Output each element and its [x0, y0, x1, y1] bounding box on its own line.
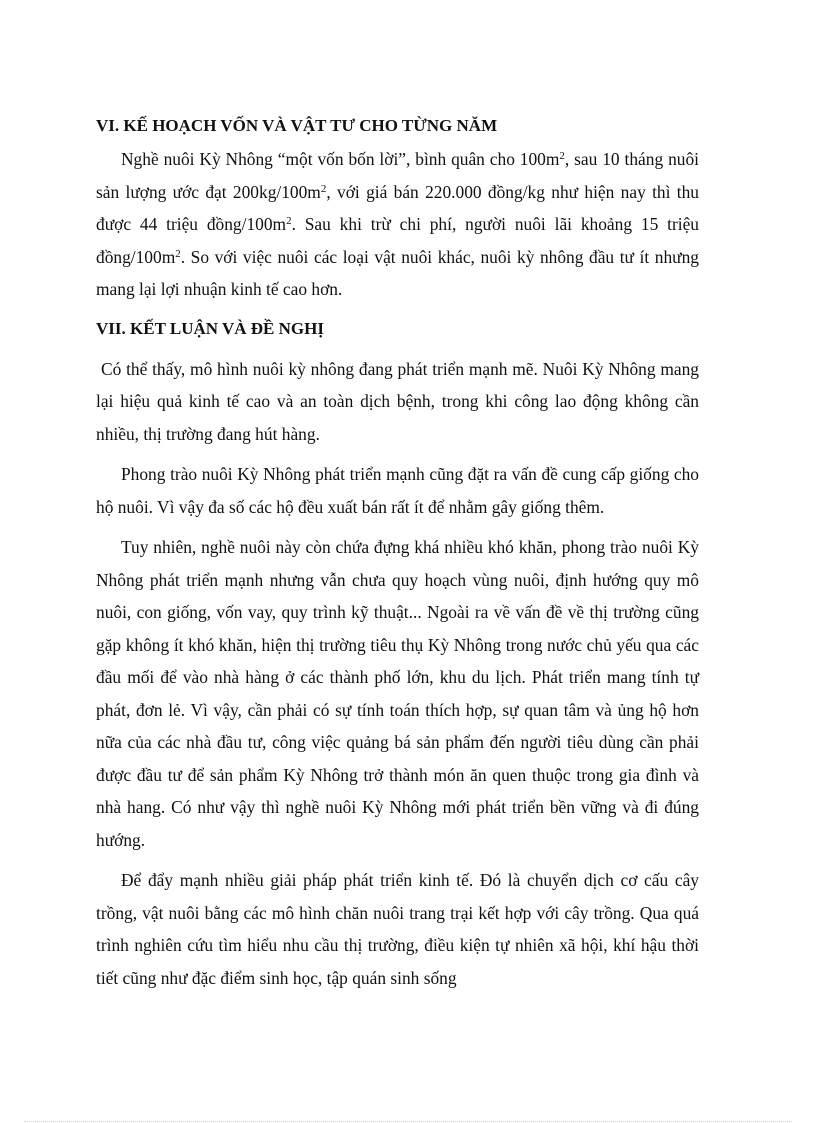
section-6-paragraph: Nghề nuôi Kỳ Nhông “một vốn bốn lời”, bình quân cho $100m^2$, sau 10 tháng nuôi sản lượng ước đạt $200kg/100m^2$, với giá bán 220.000 đồng/kg như hiện nay thì thu được 44 triệu đồng/$100m^2$. Sau khi trừ chi phí, người nuôi lãi khoảng 15 triệu đồng/$100m^2$. So với việc nuôi các loại vật nuôi khác, nuôi kỳ nhông đầu tư ít nhưng mang lại lợi nhuận kinh tế cao hơn.	[96, 149, 699, 299]
section-7-paragraph-1: Có thể thấy, mô hình nuôi kỳ nhông đang phát triển mạnh mẽ. Nuôi Kỳ Nhông mang lại hiệu quả kinh tế cao và an toàn dịch bệnh, trong khi công lao động không cần nhiều, thị trường đang hút hàng.	[96, 358, 699, 444]
section-7-paragraph-4: Để đẩy mạnh nhiều giải pháp phát triển kinh tế. Đó là chuyển dịch cơ cấu cây trồng, vật nuôi bằng các mô hình chăn nuôi trang trại kết hợp với cây trồng. Qua quá trình nghiên cứu tìm hiểu nhu cầu thị trường, điều kiện tự nhiên xã hội, khí hậu thời tiết cũng như đặc điểm sinh học, tập quán sinh sống	[96, 870, 699, 988]
section-7-paragraph-2: Phong trào nuôi Kỳ Nhông phát triển mạnh cũng đặt ra vấn đề cung cấp giống cho hộ nuôi. Vì vậy đa số các hộ đều xuất bán rất ít để nhằm gây giống thêm.	[96, 464, 699, 517]
document-page	[96, 110, 699, 994]
section-6-heading: VI. KẾ HOẠCH VỐN VÀ VẬT TƯ CHO TỪNG NĂM	[96, 116, 498, 135]
page-bottom-divider	[24, 1121, 792, 1122]
section-7-paragraph-3: Tuy nhiên, nghề nuôi này còn chứa đựng khá nhiều khó khăn, phong trào nuôi Kỳ Nhông phát triển mạnh nhưng vẫn chưa quy hoạch vùng nuôi, định hướng quy mô nuôi, con giống, vốn vay, quy trình kỹ thuật... Ngoài ra về vấn đề về thị trường cũng gặp không ít khó khăn, hiện thị trường tiêu thụ Kỳ Nhông trong nước chủ yếu qua các đầu mối để vào nhà hàng ở các thành phố lớn, khu du lịch. Phát triển mang tính tự phát, đơn lẻ. Vì vậy, cần phải có sự tính toán thích hợp, sự quan tâm và ủng hộ hơn nữa của các nhà đầu tư, công việc quảng bá sản phẩm đến người tiêu dùng cần phải được đầu tư để sản phẩm Kỳ Nhông trở thành món ăn quen thuộc trong gia đình và nhà hang. Có như vậy thì nghề nuôi Kỳ Nhông mới phát triển bền vững và đi đúng hướng.	[96, 537, 699, 850]
section-7-heading: VII. KẾT LUẬN VÀ ĐỀ NGHỊ	[96, 318, 324, 338]
